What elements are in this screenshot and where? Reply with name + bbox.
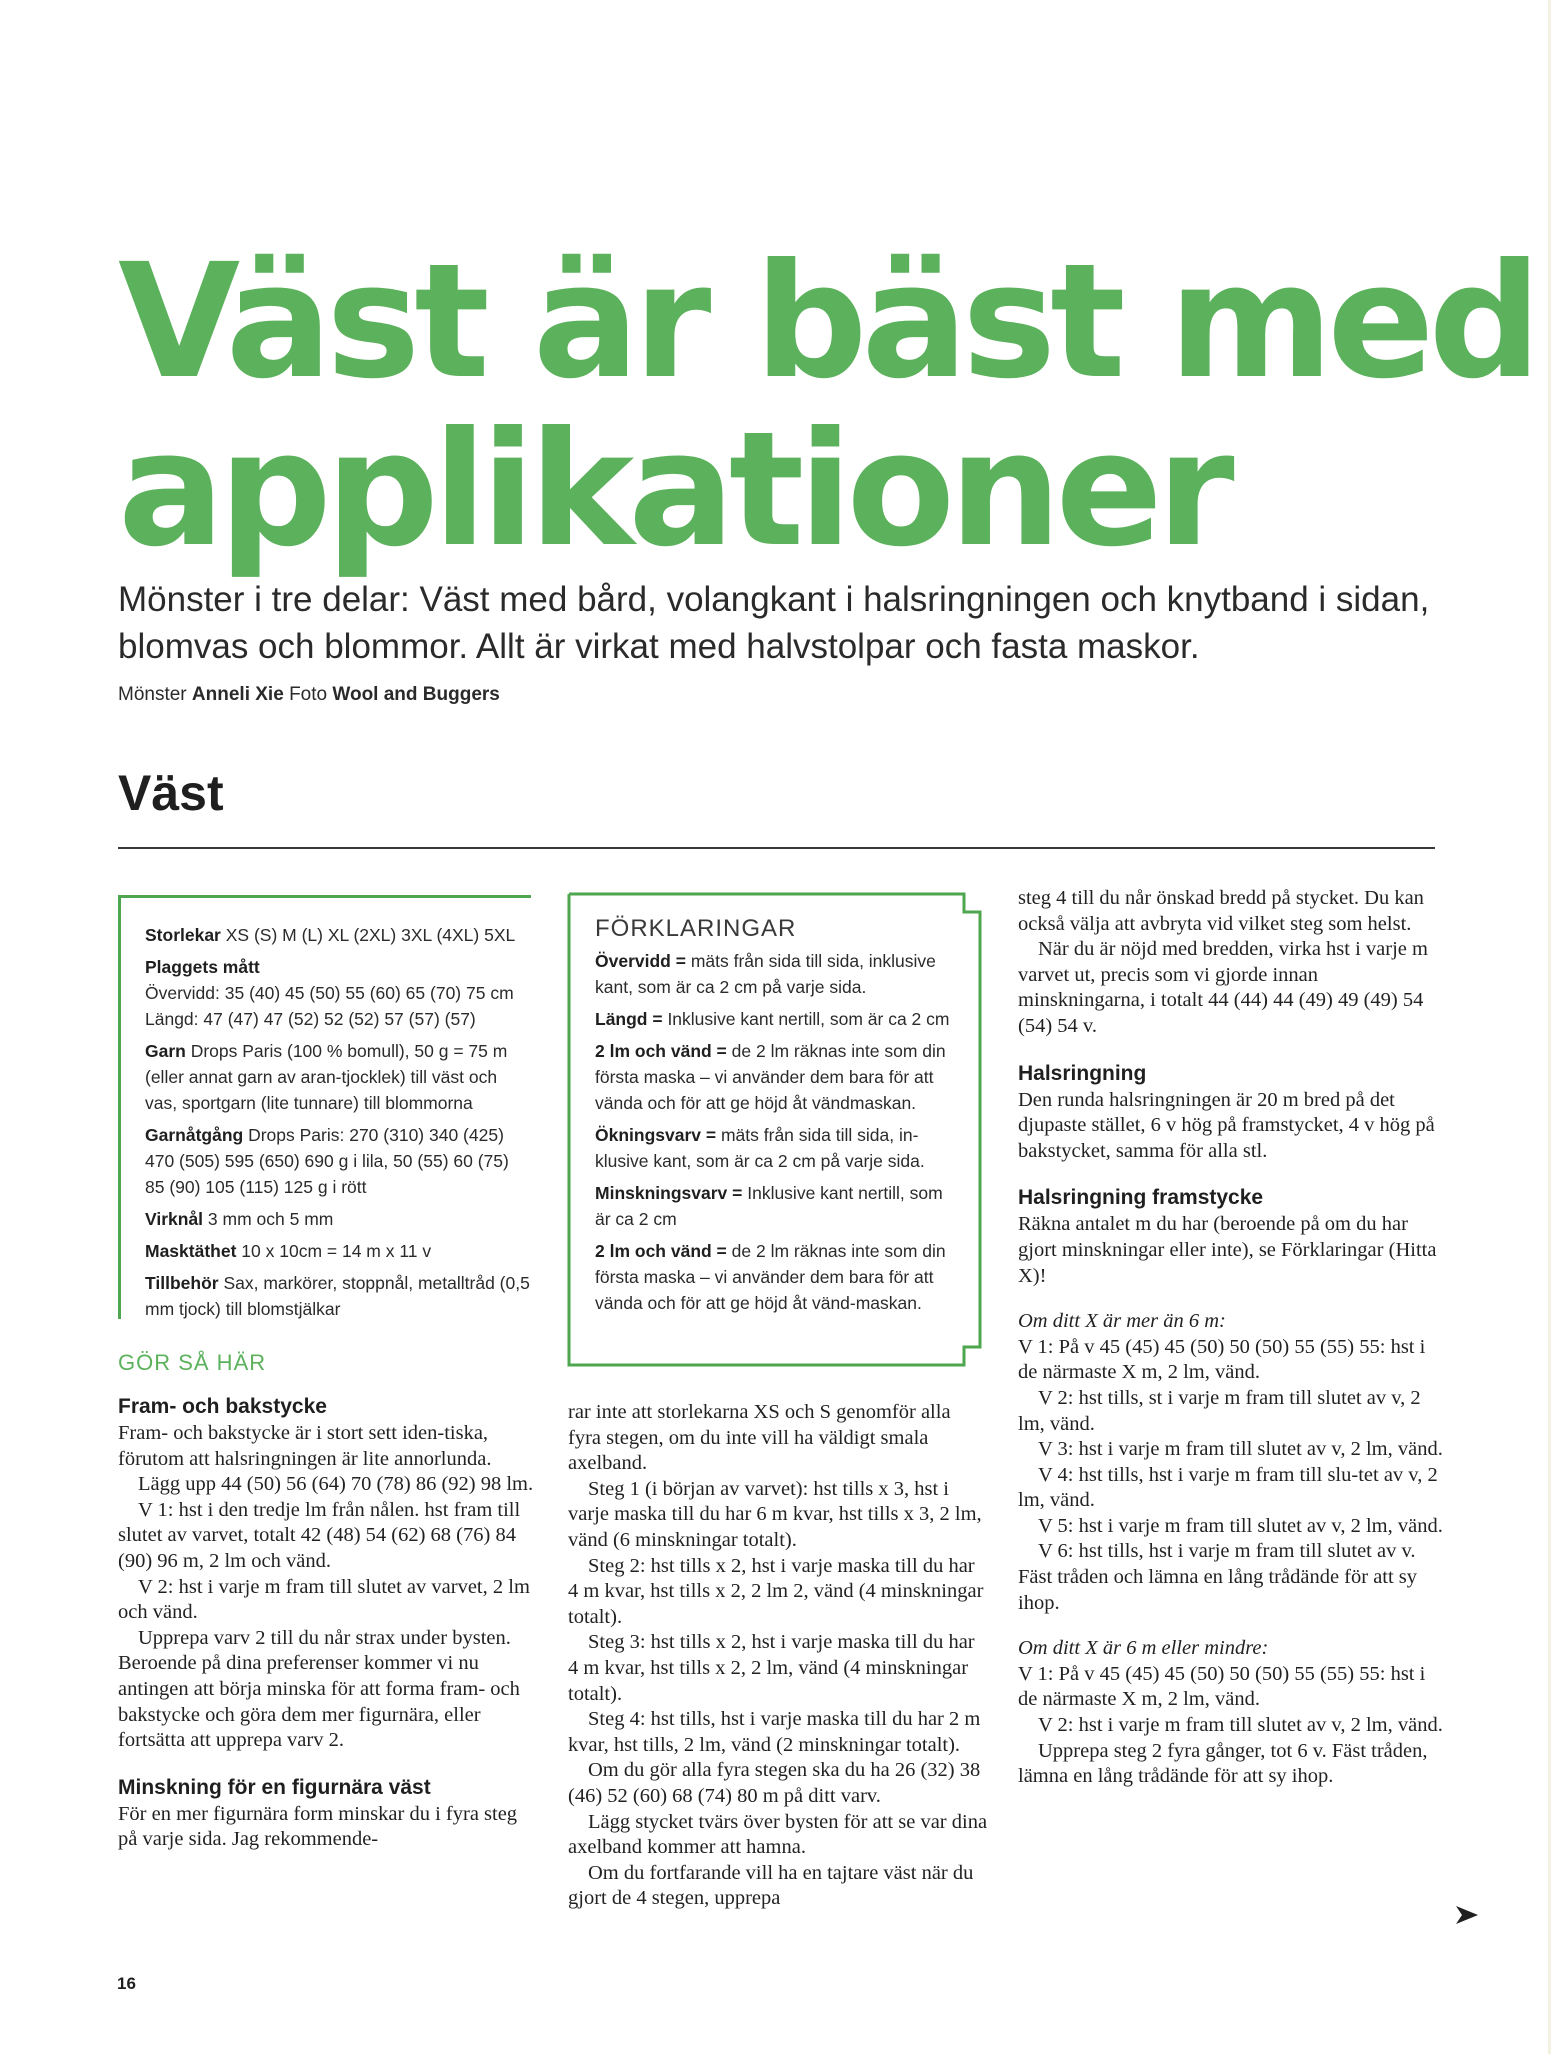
paragraph: Lägg stycket tvärs över bysten för att se var dina axelband kommer att hamna. [568,1810,988,1859]
explanation-item: 2 lm och vänd = de 2 lm räknas inte som din första maska – vi använder dem bara för att vända och för att ge höjd åt vänd-maskan. [595,1241,946,1313]
photo-author: Wool and Buggers [332,684,500,705]
paragraph: Steg 2: hst tills x 2, hst i varje maska till du har 4 m kvar, hst tills x 2, 2 lm 2, vänd (4 minskningar totalt). [568,1554,984,1628]
explanation-item: Längd = Inklusive kant nertill, som är ca 2 cm [595,1009,950,1029]
heading-neck-front: Halsringning framstycke [1018,1186,1264,1210]
spec-hook: Virknål 3 mm och 5 mm [145,1209,334,1229]
pattern-author: Anneli Xie [191,684,284,705]
paragraph: V 1: På v 45 (45) 45 (50) 50 (50) 55 (55) 55: hst i de närmaste X m, 2 lm, vänd. [1018,1662,1426,1711]
spec-yarn-amount: Garnåtgång Drops Paris: 270 (310) 340 (425) 470 (505) 595 (650) 690 g i lila, 50 (55) 60 (75) 85 (90) 105 (115) 125 g i rött [145,1125,509,1197]
paragraph: V 1: På v 45 (45) 45 (50) 50 (50) 55 (55) 55: hst i de närmaste X m, 2 lm, vänd. [1018,1335,1426,1384]
title-line-1: Väst är bäst med [118,230,1536,414]
specs-box [118,895,531,1319]
paragraph: Lägg upp 44 (50) 56 (64) 70 (78) 86 (92) 98 lm. [138,1473,534,1496]
paragraph: Upprepa steg 2 fyra gånger, tot 6 v. Fäst tråden, lämna en lång trådände för att sy ihop. [1018,1739,1428,1788]
photo-label: Foto [289,684,328,705]
paragraph: För en mer figurnära form minskar du i fyra steg på varje sida. Jag rekommende- [118,1802,518,1851]
arrow-right-icon [1456,1906,1478,1924]
paragraph: V 2: hst i varje m fram till slutet av varvet, 2 lm och vänd. [118,1575,530,1624]
paragraph: steg 4 till du når önskad bredd på stycket. Du kan också välja att avbryta vid vilket steg som helst. [1018,887,1424,935]
spec-measurement-length: Längd: 47 (47) 47 (52) 52 (52) 57 (57) (57) [145,1009,476,1029]
spec-gauge: Masktäthet 10 x 10cm = 14 m x 11 v [145,1241,432,1261]
column-2 [568,1400,988,1912]
paragraph: Om du gör alla fyra stegen ska du ha 26 (32) 38 (46) 52 (60) 68 (74) 80 m på ditt varv. [568,1759,981,1807]
paragraph: V 5: hst i varje m fram till slutet av v, 2 lm, vänd. [1038,1514,1443,1537]
spec-yarn: Garn Drops Paris (100 % bomull), 50 g = 75 m (eller annat garn av aran-tjocklek) till väst och vas, sportgarn (lite tunnare) till blommorna [145,1041,508,1113]
paragraph: V 1: hst i den tredje lm från nålen. hst fram till slutet av varvet, totalt 42 (48) 54 (62) 68 (76) 84 (90) 96 m, 2 lm och vänd. [118,1498,521,1572]
paragraph: V 2: hst i varje m fram till slutet av v, 2 lm, vänd. [1038,1714,1443,1737]
paragraph: Steg 4: hst tills, hst i varje maska till du har 2 m kvar, hst tills, 2 lm, vänd (2 minskningar totalt). [568,1708,981,1756]
pattern-label: Mönster [118,684,187,705]
heading-front-back: Fram- och bakstycke [118,1395,327,1418]
heading-neck: Halsringning [1018,1061,1147,1085]
how-to-heading: GÖR SÅ HÄR [118,1350,267,1375]
explanation-item: Minskningsvarv = Inklusive kant nertill, som är ca 2 cm [595,1183,943,1229]
heading-decrease: Minskning för en figurnära väst [118,1775,431,1799]
paragraph: Steg 3: hst tills x 2, hst i varje maska till du har 4 m kvar, hst tills x 2, 2 lm, vänd (4 minskningar totalt). [568,1631,975,1705]
paragraph: Den runda halsringningen är 20 m bred på det djupaste stället, 6 v hög på framstycket, 4 v hög på bakstycket, samma för alla stl. [1018,1088,1435,1162]
paragraph: V 4: hst tills, hst i varje m fram till slu-tet av v, 2 lm, vänd. [1018,1463,1438,1512]
paragraph: V 6: hst tills, hst i varje m fram till slutet av v. Fäst tråden och lämna en lång trådände för att sy ihop. [1018,1540,1418,1614]
spec-notions: Tillbehör Sax, markörer, stoppnål, metalltråd (0,5 mm tjock) till blomstjälkar [145,1273,530,1319]
explanation-item: Övervidd = mäts från sida till sida, inklusive kant, som är ca 2 cm på varje sida. [595,951,936,997]
paragraph: Om du fortfarande vill ha en tajtare väst när du gjort de 4 stegen, upprepa [568,1861,974,1910]
article-title [118,230,1536,582]
page-number: 16 [117,1974,136,1993]
spec-measurement-chest: Övervidd: 35 (40) 45 (50) 55 (60) 65 (70) 75 cm [145,983,514,1003]
column-1 [118,1393,538,1853]
title-line-2: applikationer [118,398,1229,582]
subheading-x-less: Om ditt X är 6 m eller mindre: [1018,1637,1269,1660]
intro-text: Mönster i tre delar: Väst med bård, volangkant i halsringningen och knytband i sidan, blomvas och blommor. Allt är virkat med halvstolpar och fasta maskor. [118,580,1430,666]
section-title: Väst [118,765,224,821]
paragraph: Räkna antalet m du har (beroende på om du har gjort minskningar eller inte), se Förklaringar (Hitta X)! [1018,1213,1437,1287]
paragraph: När du är nöjd med bredden, virka hst i varje m varvet ut, precis som vi gjorde innan minskningarna, i totalt 44 (44) 44 (49) 49 (49) 54 (54) 54 v. [1018,938,1428,1037]
spec-measurements: Plaggets mått Övervidd: 35 (40) 45 (50) 55 (60) 65 (70) 75 cm Längd: 47 (47) 47 (52) 52 (52) 57 (57) (57) [145,957,514,1029]
explanation-item: Ökningsvarv = mäts från sida till sida, in-klusive kant, som är ca 2 cm på varje sida. [595,1125,925,1171]
paragraph: Steg 1 (i början av varvet): hst tills x 3, hst i varje maska till du har 6 m kvar, hst tills x 3, 2 lm, vänd (6 minskningar totalt). [568,1477,982,1551]
subheading-x-more: Om ditt X är mer än 6 m: [1018,1310,1226,1333]
paragraph: Upprepa varv 2 till du når strax under bysten. Beroende på dina preferenser kommer vi nu antingen att börja minska för att forma fram- och bakstycke och göra dem mer figurnära, eller fortsätta att upprepa varv 2. [118,1626,520,1752]
explanations-box [567,892,982,1367]
explanation-item: 2 lm och vänd = de 2 lm räknas inte som din första maska – vi använder dem bara för att vända och för att ge höjd åt vändmaskan. [595,1041,946,1113]
paragraph: Fram- och bakstycke är i stort sett iden-tiska, förutom att halsringningen är lite annorlunda. [118,1422,492,1470]
credits [118,684,500,706]
section-divider [118,847,1435,849]
paragraph: V 2: hst tills, st i varje m fram till slutet av v, 2 lm, vänd. [1018,1386,1421,1435]
spec-sizes: Storlekar XS (S) M (L) XL (2XL) 3XL (4XL) 5XL [145,925,516,945]
paragraph: V 3: hst i varje m fram till slutet av v, 2 lm, vänd. [1038,1438,1443,1461]
paragraph: rar inte att storlekarna XS och S genomför alla fyra stegen, om du inte vill ha väldigt smala axelband. [568,1401,951,1475]
column-3 [1018,886,1443,1790]
explanations-heading: FÖRKLARINGAR [595,915,797,942]
